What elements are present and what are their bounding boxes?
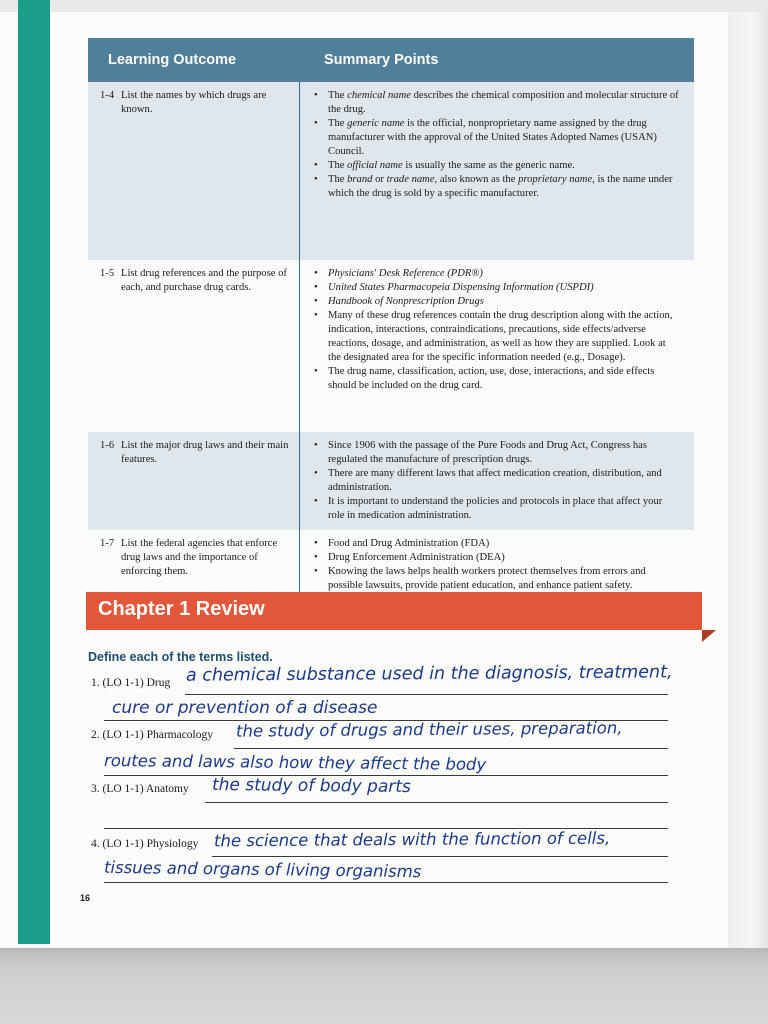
table-body [88, 82, 694, 613]
handwritten-answer: routes and laws also how they affect the body [103, 750, 487, 775]
table-row [88, 82, 694, 260]
summary-bullet-list [314, 439, 680, 523]
handwritten-answer: the science that deals with the function of cells, [213, 828, 611, 851]
table-row [88, 432, 694, 530]
outcome-number: 1-5 [100, 268, 115, 279]
summary-point: • There are many different laws that affect medication creation, distribution, and administration. [314, 467, 680, 495]
learning-outcome-cell [88, 260, 300, 432]
handwritten-answer: tissues and organs of living organisms [103, 857, 422, 882]
outcome-number: 1-7 [100, 538, 115, 549]
header-summary-points: Summary Points [324, 52, 439, 68]
outcome-text: List drug references and the purpose of each, and purchase drug cards. [121, 268, 287, 293]
review-instruction: Define each of the terms listed. [88, 650, 273, 664]
summary-points-cell [300, 432, 694, 530]
summary-point: • Knowing the laws helps health workers protect themselves from errors and possible lawsuits, provide patient education, and enhance patient safety. [314, 565, 680, 593]
learning-outcome-cell [88, 82, 300, 260]
outcome-text: List the federal agencies that enforce drug laws and the importance of enforcing them. [121, 538, 278, 577]
summary-point: • Since 1906 with the passage of the Pure Foods and Drug Act, Congress has regulated the manufacture of prescription drugs. [314, 439, 680, 467]
summary-point: • Handbook of Nonprescription Drugs [314, 295, 680, 309]
outcome-text: List the names by which drugs are known. [121, 90, 267, 115]
handwritten-answer: a chemical substance used in the diagnosis, treatment, [185, 662, 673, 686]
outcome-number: 1-6 [100, 440, 115, 451]
question-label: 1. (LO 1-1) Drug [91, 677, 171, 689]
answer-line [234, 748, 668, 749]
summary-point: • Physicians' Desk Reference (PDR®) [314, 267, 680, 281]
outcome-number: 1-4 [100, 90, 115, 101]
question-label: 4. (LO 1-1) Physiology [91, 838, 199, 850]
learning-outcome [100, 89, 289, 117]
answer-line [104, 882, 668, 883]
summary-bullet-list [314, 537, 680, 593]
teal-side-stripe [18, 0, 50, 944]
summary-point: • Many of these drug references contain the drug description along with the action, indication, interactions, contraindications, precautions, side effects/adverse reactions, dosage, and administration, as well as how they are supplied. Look at the designated area for the specific information needed (e.g., Dosage). [314, 309, 680, 365]
page-edge [728, 0, 768, 950]
answer-line [185, 694, 668, 695]
scan-margin [0, 0, 768, 12]
handwritten-answer: the study of body parts [211, 774, 411, 798]
summary-point: • The official name is usually the same as the generic name. [314, 159, 680, 173]
summary-point: • Drug Enforcement Administration (DEA) [314, 551, 680, 565]
summary-bullet-list [314, 267, 680, 393]
header-learning-outcome: Learning Outcome [108, 52, 237, 68]
learning-outcome [100, 537, 289, 579]
summary-point: • Food and Drug Administration (FDA) [314, 537, 680, 551]
table-row [88, 260, 694, 432]
summary-point: • The chemical name describes the chemical composition and molecular structure of the drug. [314, 89, 680, 117]
summary-point: • It is important to understand the policies and protocols in place that affect your role in medication administration. [314, 495, 680, 523]
table-header [88, 38, 694, 82]
summary-points-cell [300, 82, 694, 260]
summary-table [88, 38, 694, 613]
summary-point: • The generic name is the official, nonproprietary name assigned by the drug manufacturer with the approval of the United States Adopted Names (USAN) Council. [314, 117, 680, 159]
question-label: 2. (LO 1-1) Pharmacology [91, 729, 213, 741]
answer-line [212, 856, 668, 857]
learning-outcome [100, 267, 289, 295]
scanner-background [0, 948, 768, 1024]
outcome-text: List the major drug laws and their main features. [121, 440, 289, 465]
summary-bullet-list [314, 89, 680, 201]
answer-line [205, 802, 668, 803]
summary-point: • The brand or trade name, also known as the proprietary name, is the name under which the drug is sold by a specific manufacturer. [314, 173, 680, 201]
summary-point: • United States Pharmacopeia Dispensing Information (USPDI) [314, 281, 680, 295]
chapter-review-banner [86, 592, 702, 630]
learning-outcome [100, 439, 289, 467]
page-number: 16 [80, 893, 91, 903]
learning-outcome-cell [88, 432, 300, 530]
chapter-review-title: Chapter 1 Review [98, 598, 265, 620]
summary-point: • The drug name, classification, action, use, dose, interactions, and side effects should be included on the drug card. [314, 365, 680, 393]
handwritten-answer: cure or prevention of a disease [112, 698, 378, 718]
question-label: 3. (LO 1-1) Anatomy [91, 783, 189, 795]
summary-points-cell [300, 260, 694, 432]
handwritten-answer: the study of drugs and their uses, preparation, [235, 718, 623, 741]
